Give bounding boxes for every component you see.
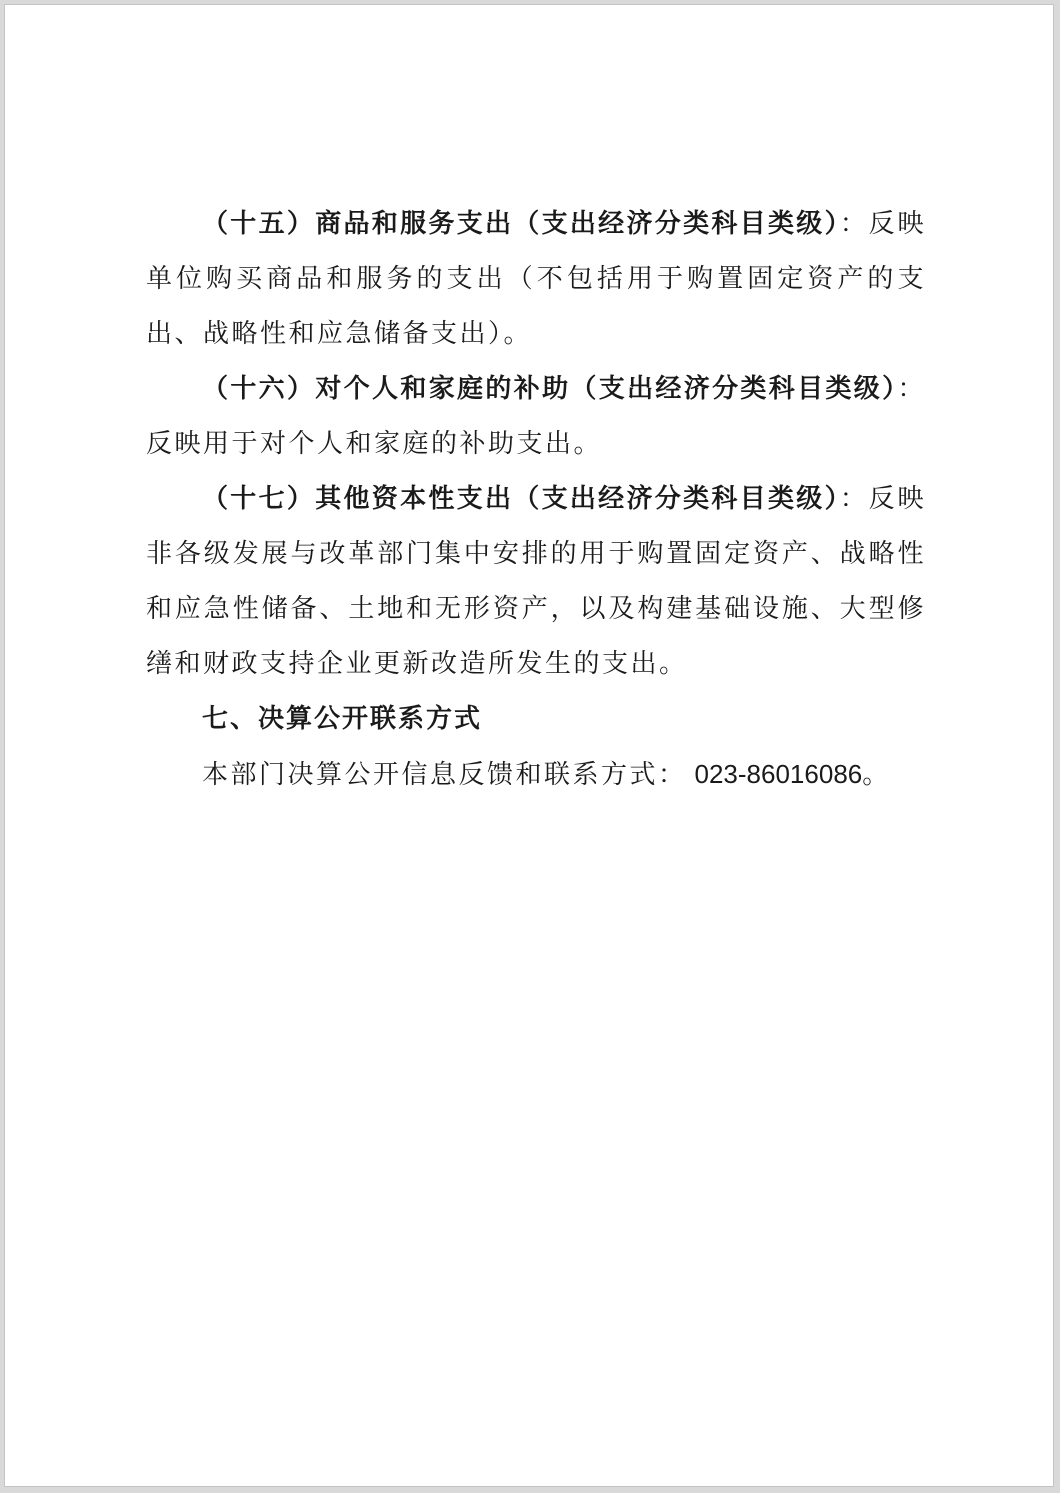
contact-phone: 023-86016086 (694, 759, 863, 789)
paragraph-heading: （十五）商品和服务支出（支出经济分类科目类级） (202, 209, 840, 239)
paragraph-other-capital (146, 472, 926, 692)
document-page (4, 4, 1054, 1487)
document-body (146, 197, 926, 803)
paragraph-text: ：反映非各级发展与改革部门集中安排的用于购置固定资产、战略性和应急性储备、土地和无形资产，以及构建基础设施、大型修缮和财政支持企业更新改造所发生的支出。 (146, 484, 926, 679)
paragraph-text: ：反映单位购买商品和服务的支出（不包括用于购置固定资产的支出、战略性和应急储备支出）。 (146, 209, 926, 349)
section-title: 七、决算公开联系方式 (202, 704, 483, 734)
paragraph-heading: （十六）对个人和家庭的补助（支出经济分类科目类级） (202, 374, 898, 404)
contact-line (146, 747, 926, 803)
paragraph-heading: （十七）其他资本性支出（支出经济分类科目类级） (202, 484, 840, 514)
paragraph-goods-services (146, 197, 926, 362)
contact-suffix: 。 (862, 760, 891, 790)
paragraph-household-subsidy (146, 362, 926, 472)
contact-label: 本部门决算公开信息反馈和联系方式： (202, 760, 687, 790)
paragraph-text: ：反映用于对个人和家庭的补助支出。 (146, 374, 926, 459)
